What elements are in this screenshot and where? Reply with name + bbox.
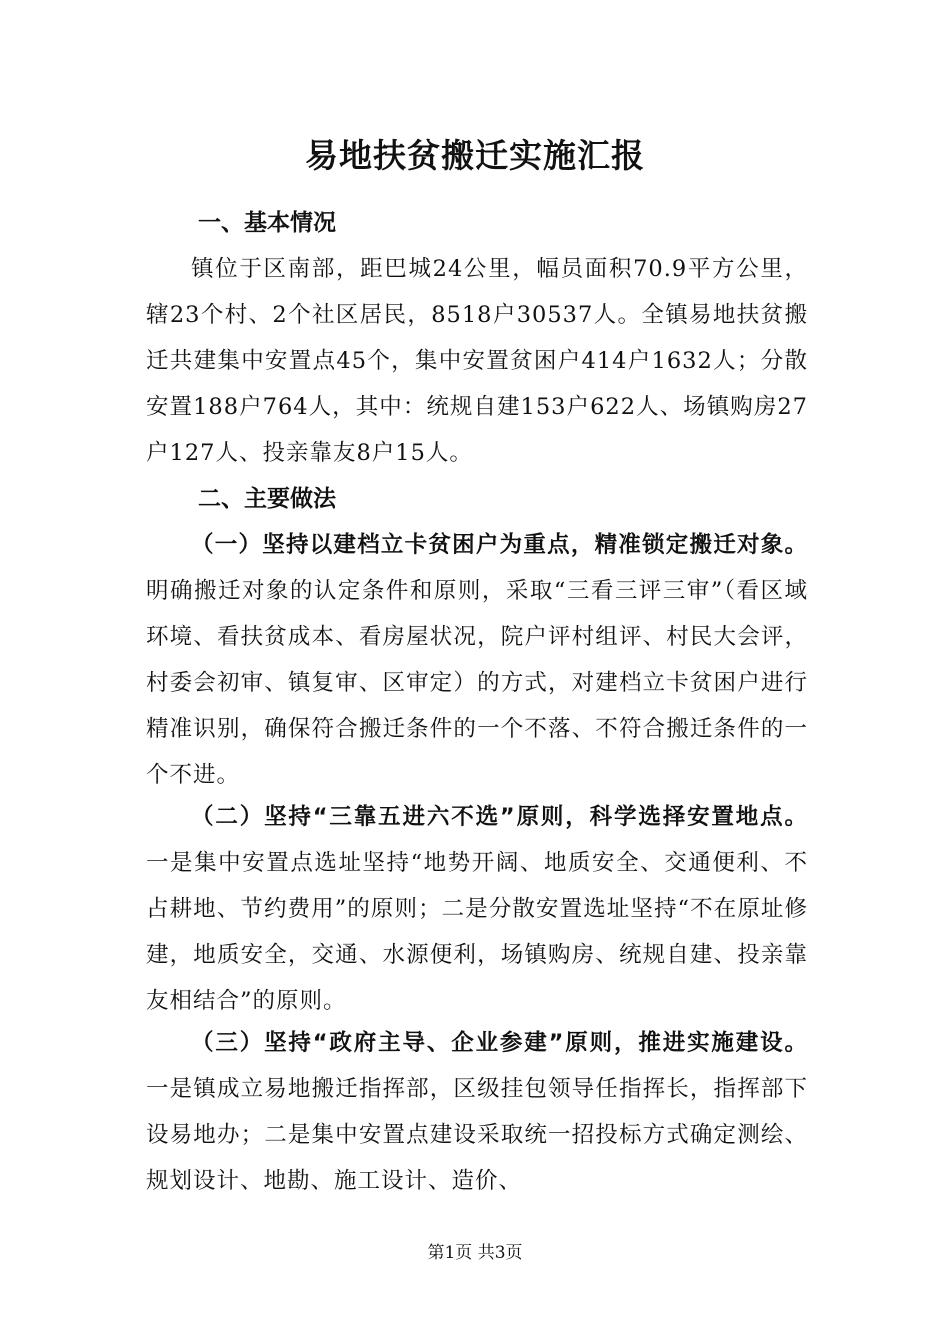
page-number-footer: 第1页 共3页	[427, 1243, 523, 1263]
method-item-2	[146, 794, 808, 1024]
method-item-1	[146, 522, 808, 798]
document-title: 易地扶贫搬迁实施汇报	[305, 136, 645, 175]
method-item-2-text: 一是集中安置点选址坚持“地势开阔、地质安全、交通便利、不占耕地、节约费用”的原则；二是分散安置选址坚持“不在原址修建，地质安全，交通、水源便利，场镇购房、统规自建、投亲靠友相结合”的原则。	[146, 850, 808, 1014]
method-item-2-lead: （二）坚持“三靠五进六不选”原则，科学选择安置地点。	[191, 804, 808, 830]
basic-situation-paragraph: 镇位于区南部，距巴城24公里，幅员面积70.9平方公里，辖23个村、2个社区居民，8518户30537人。全镇易地扶贫搬迁共建集中安置点45个，集中安置贫困户414户1632人；分散安置188户764人，其中：统规自建153户622人、场镇购房27户127人、投亲靠友8户15人。	[146, 256, 808, 466]
section-heading-methods: 二、主要做法	[198, 486, 336, 512]
method-item-1-text: 明确搬迁对象的认定条件和原则，采取“三看三评三审”（看区域环境、看扶贫成本、看房屋状况，院户评村组评、村民大会评，村委会初审、镇复审、区审定）的方式，对建档立卡贫困户进行精准识别，确保符合搬迁条件的一个不落、不符合搬迁条件的一个不进。	[146, 578, 808, 788]
section-heading-basic: 一、基本情况	[198, 210, 336, 236]
method-item-3	[146, 1020, 808, 1204]
method-item-3-lead: （三）坚持“政府主导、企业参建”原则，推进实施建设。	[191, 1030, 808, 1056]
method-item-3-text: 一是镇成立易地搬迁指挥部，区级挂包领导任指挥长，指挥部下设易地办；二是集中安置点建设采取统一招投标方式确定测绘、规划设计、地勘、施工设计、造价、	[146, 1076, 808, 1194]
method-item-1-lead: （一）坚持以建档立卡贫困户为重点，精准锁定搬迁对象。	[191, 532, 808, 558]
